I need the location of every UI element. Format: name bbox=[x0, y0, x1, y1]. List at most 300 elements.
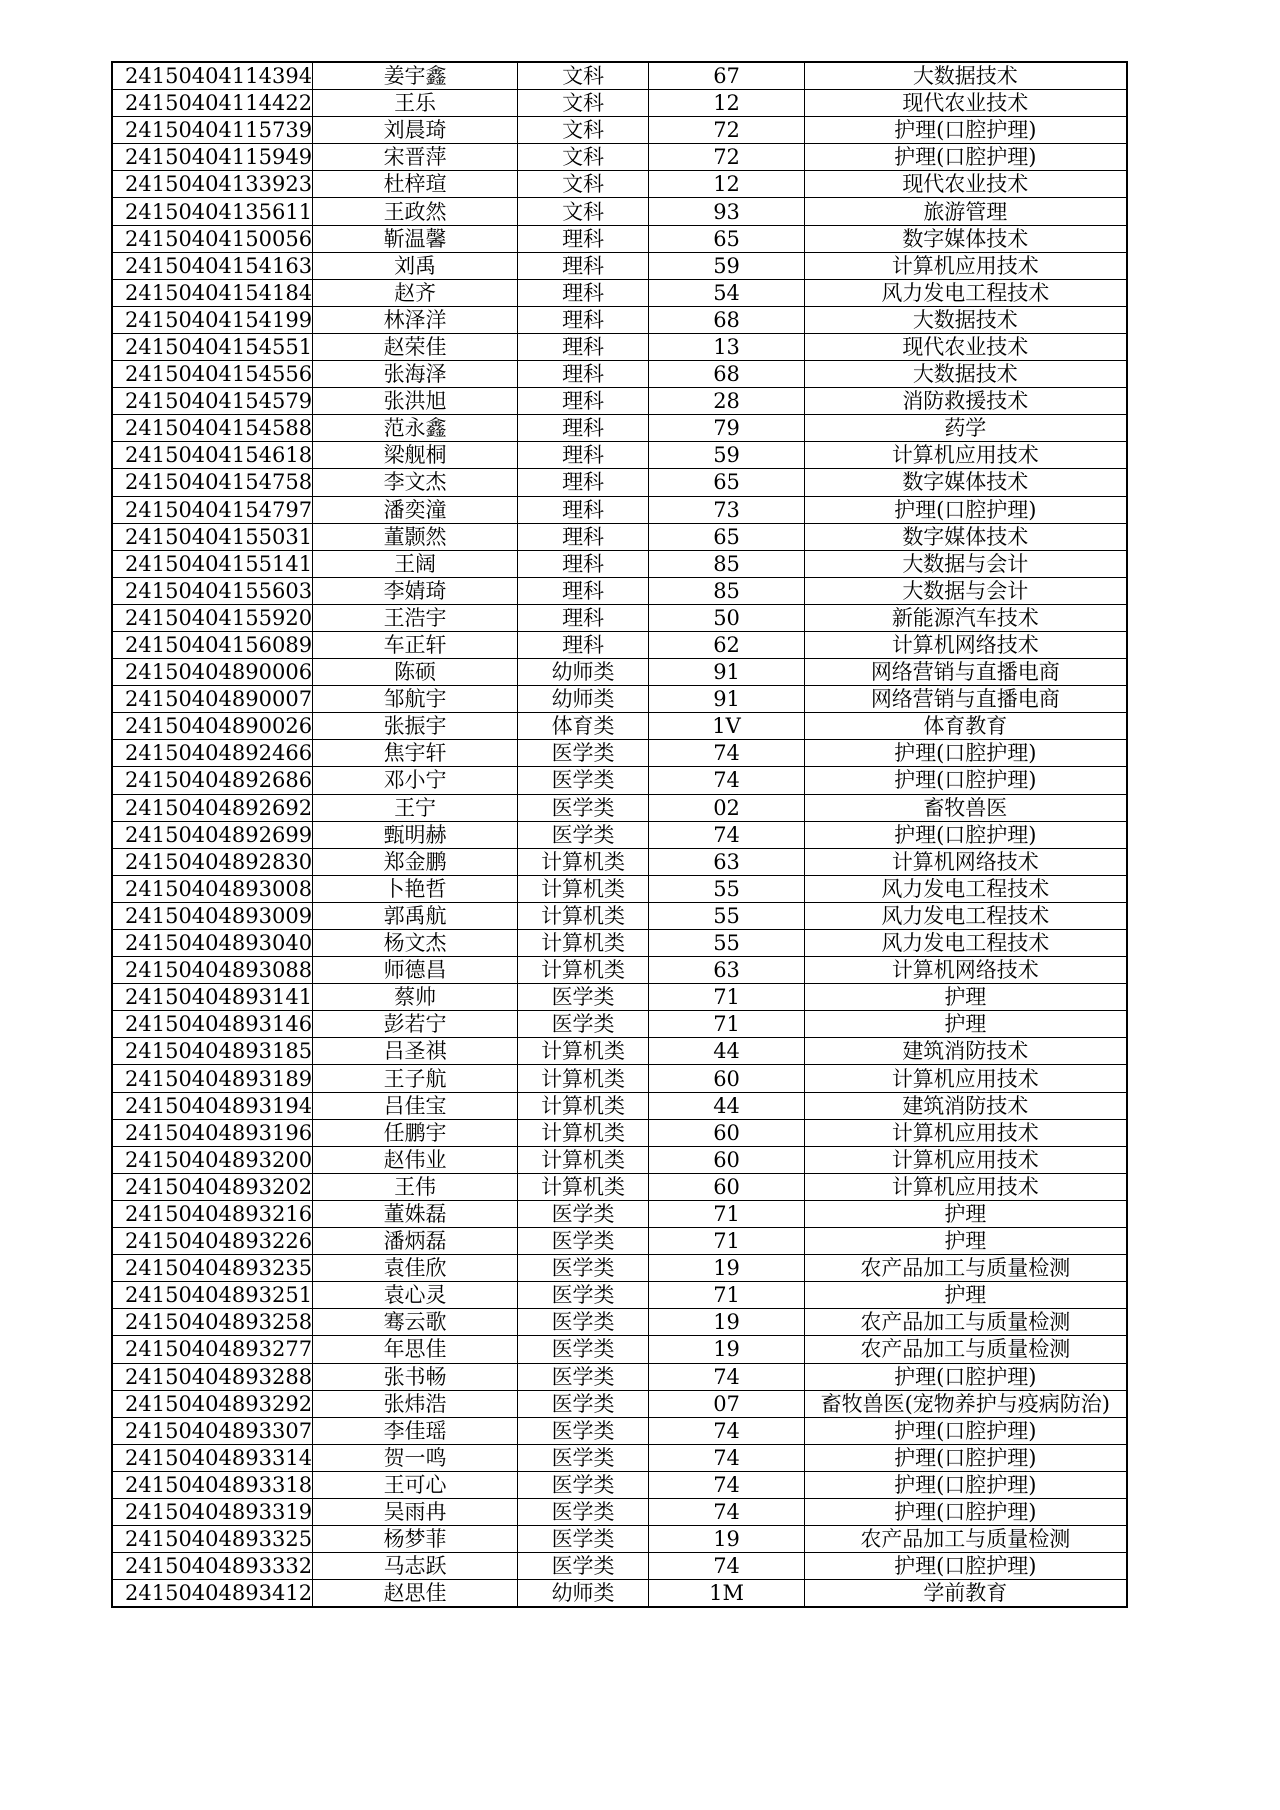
major-cell: 护理 bbox=[805, 984, 1127, 1011]
major-cell: 风力发电工程技术 bbox=[805, 279, 1127, 306]
table-row bbox=[112, 957, 1127, 984]
major-cell: 护理(口腔护理) bbox=[805, 1363, 1127, 1390]
major-cell: 护理(口腔护理) bbox=[805, 144, 1127, 171]
student-name-cell: 王阔 bbox=[313, 550, 518, 577]
category-cell: 计算机类 bbox=[518, 957, 649, 984]
major-cell: 计算机应用技术 bbox=[805, 1146, 1127, 1173]
category-cell: 文科 bbox=[518, 171, 649, 198]
student-name-cell: 张洪旭 bbox=[313, 388, 518, 415]
student-name-cell: 师德昌 bbox=[313, 957, 518, 984]
major-cell: 体育教育 bbox=[805, 713, 1127, 740]
exam-number-cell: 24150404154163 bbox=[112, 252, 313, 279]
category-cell: 医学类 bbox=[518, 1200, 649, 1227]
category-cell: 理科 bbox=[518, 415, 649, 442]
exam-number-cell: 24150404893277 bbox=[112, 1336, 313, 1363]
table-row bbox=[112, 767, 1127, 794]
table-row bbox=[112, 1553, 1127, 1580]
table-row bbox=[112, 1363, 1127, 1390]
table-row bbox=[112, 848, 1127, 875]
exam-number-cell: 24150404155603 bbox=[112, 577, 313, 604]
table-row bbox=[112, 442, 1127, 469]
major-cell: 风力发电工程技术 bbox=[805, 902, 1127, 929]
table-row bbox=[112, 1092, 1127, 1119]
table-row bbox=[112, 1255, 1127, 1282]
code-cell: 74 bbox=[649, 1417, 805, 1444]
code-cell: 62 bbox=[649, 631, 805, 658]
major-cell: 护理(口腔护理) bbox=[805, 117, 1127, 144]
major-cell: 消防救援技术 bbox=[805, 388, 1127, 415]
code-cell: 74 bbox=[649, 740, 805, 767]
code-cell: 72 bbox=[649, 144, 805, 171]
student-name-cell: 刘晨琦 bbox=[313, 117, 518, 144]
code-cell: 19 bbox=[649, 1255, 805, 1282]
exam-number-cell: 24150404893325 bbox=[112, 1526, 313, 1553]
student-name-cell: 车正轩 bbox=[313, 631, 518, 658]
student-name-cell: 王乐 bbox=[313, 90, 518, 117]
major-cell: 网络营销与直播电商 bbox=[805, 659, 1127, 686]
major-cell: 药学 bbox=[805, 415, 1127, 442]
table-row bbox=[112, 1119, 1127, 1146]
category-cell: 理科 bbox=[518, 225, 649, 252]
exam-number-cell: 24150404155031 bbox=[112, 523, 313, 550]
student-name-cell: 张振宇 bbox=[313, 713, 518, 740]
category-cell: 医学类 bbox=[518, 984, 649, 1011]
code-cell: 60 bbox=[649, 1146, 805, 1173]
student-name-cell: 焦宇轩 bbox=[313, 740, 518, 767]
major-cell: 计算机应用技术 bbox=[805, 1119, 1127, 1146]
category-cell: 计算机类 bbox=[518, 1065, 649, 1092]
student-name-cell: 吴雨冉 bbox=[313, 1498, 518, 1525]
table-row bbox=[112, 415, 1127, 442]
student-name-cell: 王宁 bbox=[313, 794, 518, 821]
exam-number-cell: 24150404893009 bbox=[112, 902, 313, 929]
exam-number-cell: 24150404893200 bbox=[112, 1146, 313, 1173]
student-name-cell: 甄明赫 bbox=[313, 821, 518, 848]
category-cell: 医学类 bbox=[518, 1228, 649, 1255]
student-name-cell: 马志跃 bbox=[313, 1553, 518, 1580]
major-cell: 护理 bbox=[805, 1228, 1127, 1255]
code-cell: 02 bbox=[649, 794, 805, 821]
exam-number-cell: 24150404893235 bbox=[112, 1255, 313, 1282]
table-row bbox=[112, 198, 1127, 225]
table-row bbox=[112, 306, 1127, 333]
category-cell: 医学类 bbox=[518, 1363, 649, 1390]
table-row bbox=[112, 577, 1127, 604]
code-cell: 1V bbox=[649, 713, 805, 740]
exam-number-cell: 24150404154588 bbox=[112, 415, 313, 442]
category-cell: 医学类 bbox=[518, 821, 649, 848]
table-row bbox=[112, 713, 1127, 740]
exam-number-cell: 24150404893141 bbox=[112, 984, 313, 1011]
student-name-cell: 张书畅 bbox=[313, 1363, 518, 1390]
table-row bbox=[112, 821, 1127, 848]
table-row bbox=[112, 144, 1127, 171]
exam-number-cell: 24150404892699 bbox=[112, 821, 313, 848]
category-cell: 理科 bbox=[518, 577, 649, 604]
major-cell: 护理(口腔护理) bbox=[805, 821, 1127, 848]
student-name-cell: 赵思佳 bbox=[313, 1580, 518, 1608]
category-cell: 计算机类 bbox=[518, 875, 649, 902]
category-cell: 文科 bbox=[518, 62, 649, 90]
code-cell: 07 bbox=[649, 1390, 805, 1417]
exam-number-cell: 24150404893251 bbox=[112, 1282, 313, 1309]
category-cell: 医学类 bbox=[518, 1255, 649, 1282]
table-row bbox=[112, 225, 1127, 252]
major-cell: 计算机网络技术 bbox=[805, 957, 1127, 984]
table-row bbox=[112, 686, 1127, 713]
table-row bbox=[112, 930, 1127, 957]
code-cell: 19 bbox=[649, 1309, 805, 1336]
code-cell: 60 bbox=[649, 1065, 805, 1092]
category-cell: 医学类 bbox=[518, 1390, 649, 1417]
table-row bbox=[112, 62, 1127, 90]
code-cell: 73 bbox=[649, 496, 805, 523]
student-name-cell: 潘奕潼 bbox=[313, 496, 518, 523]
code-cell: 71 bbox=[649, 1200, 805, 1227]
exam-number-cell: 24150404890007 bbox=[112, 686, 313, 713]
category-cell: 计算机类 bbox=[518, 848, 649, 875]
code-cell: 19 bbox=[649, 1336, 805, 1363]
exam-number-cell: 24150404893226 bbox=[112, 1228, 313, 1255]
exam-number-cell: 24150404893194 bbox=[112, 1092, 313, 1119]
category-cell: 幼师类 bbox=[518, 659, 649, 686]
table-row bbox=[112, 1200, 1127, 1227]
student-name-cell: 任鹏宇 bbox=[313, 1119, 518, 1146]
exam-number-cell: 24150404893332 bbox=[112, 1553, 313, 1580]
code-cell: 85 bbox=[649, 577, 805, 604]
student-name-cell: 范永鑫 bbox=[313, 415, 518, 442]
category-cell: 幼师类 bbox=[518, 1580, 649, 1608]
code-cell: 71 bbox=[649, 984, 805, 1011]
exam-number-cell: 24150404155141 bbox=[112, 550, 313, 577]
code-cell: 74 bbox=[649, 1553, 805, 1580]
major-cell: 新能源汽车技术 bbox=[805, 604, 1127, 631]
table-row bbox=[112, 279, 1127, 306]
category-cell: 理科 bbox=[518, 469, 649, 496]
category-cell: 医学类 bbox=[518, 1498, 649, 1525]
exam-number-cell: 24150404154184 bbox=[112, 279, 313, 306]
code-cell: 44 bbox=[649, 1038, 805, 1065]
category-cell: 体育类 bbox=[518, 713, 649, 740]
exam-number-cell: 24150404115949 bbox=[112, 144, 313, 171]
exam-number-cell: 24150404892692 bbox=[112, 794, 313, 821]
exam-number-cell: 24150404156089 bbox=[112, 631, 313, 658]
student-name-cell: 卜艳哲 bbox=[313, 875, 518, 902]
category-cell: 医学类 bbox=[518, 1336, 649, 1363]
category-cell: 计算机类 bbox=[518, 930, 649, 957]
student-name-cell: 赵荣佳 bbox=[313, 333, 518, 360]
exam-number-cell: 24150404154556 bbox=[112, 361, 313, 388]
student-name-cell: 吕佳宝 bbox=[313, 1092, 518, 1119]
table-row bbox=[112, 361, 1127, 388]
exam-number-cell: 24150404135611 bbox=[112, 198, 313, 225]
exam-number-cell: 24150404890006 bbox=[112, 659, 313, 686]
category-cell: 医学类 bbox=[518, 1526, 649, 1553]
code-cell: 55 bbox=[649, 875, 805, 902]
exam-number-cell: 24150404893318 bbox=[112, 1471, 313, 1498]
table-row bbox=[112, 252, 1127, 279]
category-cell: 医学类 bbox=[518, 1444, 649, 1471]
major-cell: 护理(口腔护理) bbox=[805, 1553, 1127, 1580]
category-cell: 计算机类 bbox=[518, 1119, 649, 1146]
code-cell: 60 bbox=[649, 1119, 805, 1146]
student-name-cell: 董姝磊 bbox=[313, 1200, 518, 1227]
category-cell: 理科 bbox=[518, 388, 649, 415]
code-cell: 74 bbox=[649, 1363, 805, 1390]
table-row bbox=[112, 1309, 1127, 1336]
table-row bbox=[112, 1011, 1127, 1038]
code-cell: 74 bbox=[649, 1471, 805, 1498]
major-cell: 计算机网络技术 bbox=[805, 848, 1127, 875]
category-cell: 文科 bbox=[518, 144, 649, 171]
code-cell: 44 bbox=[649, 1092, 805, 1119]
major-cell: 大数据技术 bbox=[805, 306, 1127, 333]
exam-number-cell: 24150404154758 bbox=[112, 469, 313, 496]
major-cell: 建筑消防技术 bbox=[805, 1038, 1127, 1065]
table-row bbox=[112, 388, 1127, 415]
table-row bbox=[112, 171, 1127, 198]
table-row bbox=[112, 1471, 1127, 1498]
student-name-cell: 赵齐 bbox=[313, 279, 518, 306]
category-cell: 理科 bbox=[518, 496, 649, 523]
category-cell: 医学类 bbox=[518, 1309, 649, 1336]
student-name-cell: 靳温馨 bbox=[313, 225, 518, 252]
major-cell: 现代农业技术 bbox=[805, 333, 1127, 360]
category-cell: 文科 bbox=[518, 198, 649, 225]
exam-number-cell: 24150404893314 bbox=[112, 1444, 313, 1471]
student-name-cell: 彭若宁 bbox=[313, 1011, 518, 1038]
code-cell: 74 bbox=[649, 1444, 805, 1471]
category-cell: 医学类 bbox=[518, 1282, 649, 1309]
student-name-cell: 陈硕 bbox=[313, 659, 518, 686]
student-name-cell: 董颢然 bbox=[313, 523, 518, 550]
category-cell: 计算机类 bbox=[518, 1038, 649, 1065]
student-name-cell: 杜梓瑄 bbox=[313, 171, 518, 198]
exam-number-cell: 24150404893185 bbox=[112, 1038, 313, 1065]
major-cell: 计算机网络技术 bbox=[805, 631, 1127, 658]
major-cell: 畜牧兽医(宠物养护与疫病防治) bbox=[805, 1390, 1127, 1417]
code-cell: 13 bbox=[649, 333, 805, 360]
major-cell: 护理(口腔护理) bbox=[805, 1444, 1127, 1471]
table-row bbox=[112, 1417, 1127, 1444]
major-cell: 护理 bbox=[805, 1200, 1127, 1227]
exam-number-cell: 24150404893008 bbox=[112, 875, 313, 902]
major-cell: 护理 bbox=[805, 1282, 1127, 1309]
major-cell: 旅游管理 bbox=[805, 198, 1127, 225]
exam-number-cell: 24150404892830 bbox=[112, 848, 313, 875]
category-cell: 医学类 bbox=[518, 767, 649, 794]
table-row bbox=[112, 1038, 1127, 1065]
student-name-cell: 李佳瑶 bbox=[313, 1417, 518, 1444]
code-cell: 71 bbox=[649, 1228, 805, 1255]
major-cell: 农产品加工与质量检测 bbox=[805, 1309, 1127, 1336]
exam-number-cell: 24150404893292 bbox=[112, 1390, 313, 1417]
student-name-cell: 袁心灵 bbox=[313, 1282, 518, 1309]
table-row bbox=[112, 1390, 1127, 1417]
student-name-cell: 杨梦菲 bbox=[313, 1526, 518, 1553]
exam-number-cell: 24150404133923 bbox=[112, 171, 313, 198]
major-cell: 护理 bbox=[805, 1011, 1127, 1038]
code-cell: 19 bbox=[649, 1526, 805, 1553]
major-cell: 大数据与会计 bbox=[805, 577, 1127, 604]
major-cell: 农产品加工与质量检测 bbox=[805, 1255, 1127, 1282]
table-row bbox=[112, 1444, 1127, 1471]
student-name-cell: 王可心 bbox=[313, 1471, 518, 1498]
code-cell: 67 bbox=[649, 62, 805, 90]
table-row bbox=[112, 90, 1127, 117]
student-name-cell: 邓小宁 bbox=[313, 767, 518, 794]
category-cell: 计算机类 bbox=[518, 902, 649, 929]
major-cell: 风力发电工程技术 bbox=[805, 875, 1127, 902]
student-name-cell: 吕圣祺 bbox=[313, 1038, 518, 1065]
code-cell: 71 bbox=[649, 1282, 805, 1309]
exam-number-cell: 24150404114394 bbox=[112, 62, 313, 90]
major-cell: 护理(口腔护理) bbox=[805, 1471, 1127, 1498]
major-cell: 护理(口腔护理) bbox=[805, 496, 1127, 523]
major-cell: 数字媒体技术 bbox=[805, 523, 1127, 550]
exam-number-cell: 24150404115739 bbox=[112, 117, 313, 144]
major-cell: 现代农业技术 bbox=[805, 171, 1127, 198]
category-cell: 理科 bbox=[518, 252, 649, 279]
student-name-cell: 宋晋萍 bbox=[313, 144, 518, 171]
table-row bbox=[112, 550, 1127, 577]
student-name-cell: 李文杰 bbox=[313, 469, 518, 496]
exam-number-cell: 24150404893088 bbox=[112, 957, 313, 984]
table-row bbox=[112, 1228, 1127, 1255]
category-cell: 医学类 bbox=[518, 1553, 649, 1580]
code-cell: 85 bbox=[649, 550, 805, 577]
code-cell: 71 bbox=[649, 1011, 805, 1038]
category-cell: 文科 bbox=[518, 90, 649, 117]
code-cell: 65 bbox=[649, 469, 805, 496]
student-name-cell: 袁佳欣 bbox=[313, 1255, 518, 1282]
code-cell: 91 bbox=[649, 686, 805, 713]
major-cell: 大数据技术 bbox=[805, 361, 1127, 388]
code-cell: 65 bbox=[649, 523, 805, 550]
exam-number-cell: 24150404154199 bbox=[112, 306, 313, 333]
category-cell: 医学类 bbox=[518, 1011, 649, 1038]
code-cell: 79 bbox=[649, 415, 805, 442]
major-cell: 大数据与会计 bbox=[805, 550, 1127, 577]
exam-number-cell: 24150404154618 bbox=[112, 442, 313, 469]
category-cell: 计算机类 bbox=[518, 1092, 649, 1119]
code-cell: 28 bbox=[649, 388, 805, 415]
table-row bbox=[112, 1526, 1127, 1553]
exam-number-cell: 24150404892686 bbox=[112, 767, 313, 794]
category-cell: 幼师类 bbox=[518, 686, 649, 713]
major-cell: 数字媒体技术 bbox=[805, 469, 1127, 496]
category-cell: 理科 bbox=[518, 333, 649, 360]
code-cell: 68 bbox=[649, 306, 805, 333]
table-row bbox=[112, 333, 1127, 360]
table-row bbox=[112, 984, 1127, 1011]
exam-number-cell: 24150404114422 bbox=[112, 90, 313, 117]
category-cell: 理科 bbox=[518, 523, 649, 550]
major-cell: 数字媒体技术 bbox=[805, 225, 1127, 252]
code-cell: 63 bbox=[649, 848, 805, 875]
student-name-cell: 年思佳 bbox=[313, 1336, 518, 1363]
exam-number-cell: 24150404893258 bbox=[112, 1309, 313, 1336]
student-name-cell: 梁舰桐 bbox=[313, 442, 518, 469]
exam-number-cell: 24150404893202 bbox=[112, 1173, 313, 1200]
exam-number-cell: 24150404893196 bbox=[112, 1119, 313, 1146]
student-name-cell: 张炜浩 bbox=[313, 1390, 518, 1417]
major-cell: 畜牧兽医 bbox=[805, 794, 1127, 821]
major-cell: 计算机应用技术 bbox=[805, 1065, 1127, 1092]
table-row bbox=[112, 117, 1127, 144]
code-cell: 91 bbox=[649, 659, 805, 686]
student-name-cell: 蔡帅 bbox=[313, 984, 518, 1011]
major-cell: 农产品加工与质量检测 bbox=[805, 1526, 1127, 1553]
table-row bbox=[112, 1498, 1127, 1525]
student-name-cell: 张海泽 bbox=[313, 361, 518, 388]
exam-number-cell: 24150404892466 bbox=[112, 740, 313, 767]
code-cell: 50 bbox=[649, 604, 805, 631]
category-cell: 理科 bbox=[518, 550, 649, 577]
major-cell: 农产品加工与质量检测 bbox=[805, 1336, 1127, 1363]
exam-number-cell: 24150404154551 bbox=[112, 333, 313, 360]
code-cell: 59 bbox=[649, 252, 805, 279]
table-row bbox=[112, 1146, 1127, 1173]
major-cell: 计算机应用技术 bbox=[805, 442, 1127, 469]
table-row bbox=[112, 875, 1127, 902]
major-cell: 护理(口腔护理) bbox=[805, 740, 1127, 767]
table-row bbox=[112, 1065, 1127, 1092]
category-cell: 理科 bbox=[518, 279, 649, 306]
exam-number-cell: 24150404893040 bbox=[112, 930, 313, 957]
student-name-cell: 邹航宇 bbox=[313, 686, 518, 713]
exam-number-cell: 24150404893412 bbox=[112, 1580, 313, 1608]
exam-number-cell: 24150404154797 bbox=[112, 496, 313, 523]
code-cell: 74 bbox=[649, 821, 805, 848]
exam-number-cell: 24150404893216 bbox=[112, 1200, 313, 1227]
code-cell: 74 bbox=[649, 1498, 805, 1525]
student-name-cell: 赵伟业 bbox=[313, 1146, 518, 1173]
student-name-cell: 潘炳磊 bbox=[313, 1228, 518, 1255]
table-row bbox=[112, 523, 1127, 550]
major-cell: 现代农业技术 bbox=[805, 90, 1127, 117]
exam-number-cell: 24150404155920 bbox=[112, 604, 313, 631]
table-row bbox=[112, 1336, 1127, 1363]
table-row bbox=[112, 469, 1127, 496]
student-name-cell: 骞云歌 bbox=[313, 1309, 518, 1336]
major-cell: 学前教育 bbox=[805, 1580, 1127, 1608]
category-cell: 理科 bbox=[518, 442, 649, 469]
code-cell: 54 bbox=[649, 279, 805, 306]
code-cell: 59 bbox=[649, 442, 805, 469]
major-cell: 护理(口腔护理) bbox=[805, 767, 1127, 794]
category-cell: 理科 bbox=[518, 631, 649, 658]
table-row bbox=[112, 496, 1127, 523]
exam-number-cell: 24150404150056 bbox=[112, 225, 313, 252]
student-name-cell: 王子航 bbox=[313, 1065, 518, 1092]
student-name-cell: 杨文杰 bbox=[313, 930, 518, 957]
exam-number-cell: 24150404154579 bbox=[112, 388, 313, 415]
exam-number-cell: 24150404890026 bbox=[112, 713, 313, 740]
table-row bbox=[112, 1580, 1127, 1608]
category-cell: 医学类 bbox=[518, 1471, 649, 1498]
table-row bbox=[112, 604, 1127, 631]
table-row bbox=[112, 794, 1127, 821]
student-name-cell: 郭禹航 bbox=[313, 902, 518, 929]
major-cell: 建筑消防技术 bbox=[805, 1092, 1127, 1119]
student-name-cell: 郑金鹏 bbox=[313, 848, 518, 875]
code-cell: 1M bbox=[649, 1580, 805, 1608]
code-cell: 55 bbox=[649, 902, 805, 929]
exam-number-cell: 24150404893146 bbox=[112, 1011, 313, 1038]
student-name-cell: 李婧琦 bbox=[313, 577, 518, 604]
major-cell: 护理(口腔护理) bbox=[805, 1498, 1127, 1525]
